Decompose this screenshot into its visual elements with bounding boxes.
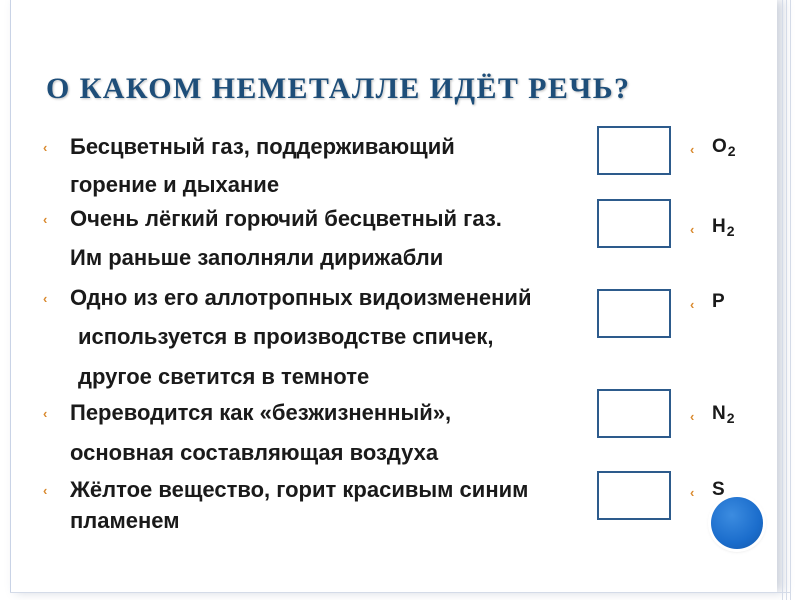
answer-box-5[interactable] — [597, 471, 671, 520]
formula-1[interactable]: $O_2$ — [712, 136, 736, 159]
question-3-line-2: используется в производстве спичек, — [78, 324, 494, 349]
question-3-line-3: другое светится в темноте — [78, 364, 370, 389]
question-2-line-2: Им раньше заполняли дирижабли — [70, 245, 444, 270]
question-1-line-1: Бесцветный газ, поддерживающий — [70, 134, 455, 159]
question-5-line-1: Жёлтое вещество, горит красивым синим — [70, 477, 529, 502]
answer-box-4[interactable] — [597, 389, 671, 438]
slide-title: О КАКОМ НЕМЕТАЛЛЕ ИДЁТ РЕЧЬ? — [46, 72, 631, 105]
formula-2[interactable]: $H_2$ — [712, 216, 735, 239]
question-4-line-2: основная составляющая воздуха — [70, 440, 439, 465]
chevron-bullet-icon: ‹ — [690, 297, 695, 312]
formula-5[interactable]: S — [712, 479, 725, 500]
formula-4[interactable]: $N_2$ — [712, 403, 735, 426]
question-1-line-2: горение и дыхание — [70, 172, 280, 197]
chevron-bullet-icon: ‹ — [43, 406, 48, 421]
slide-bottom-rule — [10, 592, 790, 593]
chevron-bullet-icon: ‹ — [43, 212, 48, 227]
chevron-bullet-icon: ‹ — [690, 485, 695, 500]
answer-box-2[interactable] — [597, 199, 671, 248]
slide-edge-stripes — [782, 0, 792, 600]
chevron-bullet-icon: ‹ — [43, 291, 48, 306]
question-3-line-1: Одно из его аллотропных видоизменений — [70, 285, 532, 310]
formula-3[interactable]: P — [712, 291, 725, 312]
chevron-bullet-icon: ‹ — [690, 222, 695, 237]
answer-box-3[interactable] — [597, 289, 671, 338]
blue-circle-icon[interactable] — [711, 497, 763, 549]
chevron-bullet-icon: ‹ — [43, 483, 48, 498]
answer-box-1[interactable] — [597, 126, 671, 175]
chevron-bullet-icon: ‹ — [690, 409, 695, 424]
chevron-bullet-icon: ‹ — [690, 142, 695, 157]
chevron-bullet-icon: ‹ — [43, 140, 48, 155]
question-5-line-2: пламенем — [70, 508, 180, 533]
question-4-line-1: Переводится как «безжизненный», — [70, 400, 452, 425]
question-2-line-1: Очень лёгкий горючий бесцветный газ. — [70, 206, 502, 231]
